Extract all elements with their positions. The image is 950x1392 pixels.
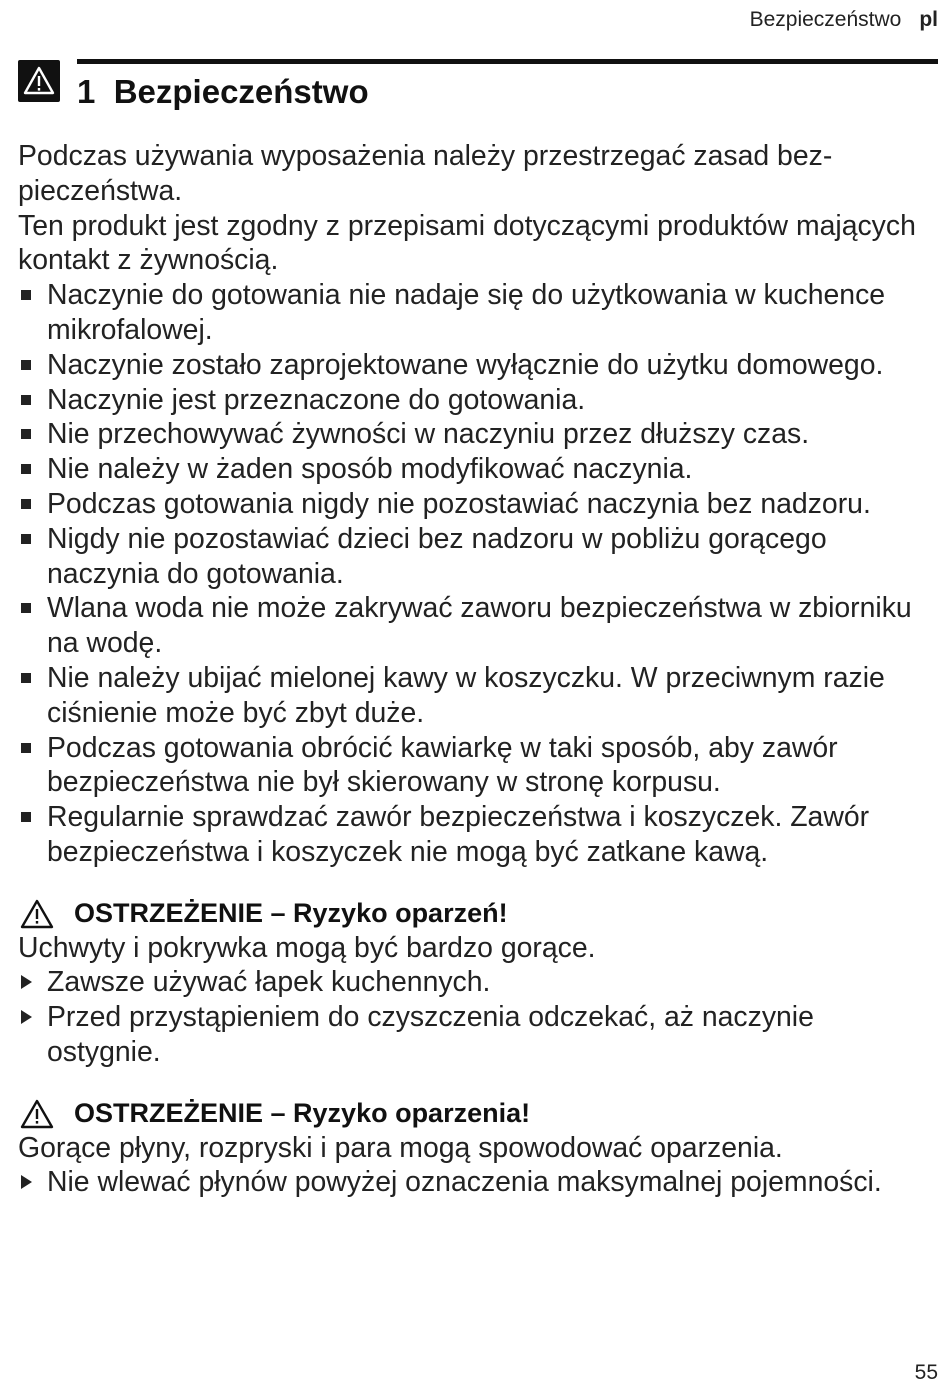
chapter-number: 1 [77,73,96,110]
warning-text: Uchwyty i pokrywka mogą być bardzo gorące. [18,931,596,964]
warning-actions [18,1165,930,1200]
warning-triangle-icon [18,60,60,102]
running-header-section: Bezpieczeństwo [749,8,902,31]
chapter-title: Bezpieczeństwo [113,73,369,110]
safety-list-item: Nie należy ubijać mielonej kawy w koszyczku. W przeciwnym razie ciśnienie może być zbyt duże. [18,661,930,731]
warning-action-item: Zawsze używać łapek kuchennych. [18,965,930,1000]
intro-paragraph: Ten produkt jest zgodny z przepisami dotyczącymi produktów mających kontakt z żywnością. [18,209,916,277]
warning-action-item: Przed przystąpieniem do czyszczenia odczekać, aż naczynie ostygnie. [18,1000,930,1070]
warning-action-item: Nie wlewać płynów powyżej oznaczenia maksymalnej pojemności. [18,1165,930,1200]
intro-paragraph: Podczas używania wyposażenia należy przestrzegać zasad bezpieczeństwa. [18,140,833,207]
main-content [18,139,930,1200]
safety-list-item: Podczas gotowania nigdy nie pozostawiać naczynia bez nadzoru. [18,487,930,522]
safety-list-item: Nie przechowywać żywności w naczyniu przez dłuższy czas. [18,417,930,452]
warning-triangle-icon [20,899,54,929]
warning-actions [18,965,930,1069]
warning-text: Gorące płyny, rozpryski i para mogą spowodować oparzenia. [18,1131,783,1164]
safety-list-item: Nigdy nie pozostawiać dzieci bez nadzoru w pobliżu gorącego naczynia do gotowania. [18,522,930,592]
running-header [750,8,938,32]
safety-list-item: Naczynie do gotowania nie nadaje się do użytkowania w kuchence mikrofalowej. [18,278,930,348]
language-code: pl [919,8,938,31]
safety-list-item: Wlana woda nie może zakrywać zaworu bezpieczeństwa w zbiorniku na wodę. [18,591,930,661]
warning-heading [18,1096,930,1131]
warning-heading [18,896,930,931]
safety-list-item: Regularnie sprawdzać zawór bezpieczeństwa i koszyczek. Zawór bezpieczeństwa i koszyczek nie mogą być zatkane kawą. [18,800,930,870]
safety-list-item: Naczynie jest przeznaczone do gotowania. [18,383,930,418]
page-number: 55 [914,1361,938,1384]
warning-triangle-icon [20,1099,54,1129]
warning-block-scald [18,1096,930,1200]
safety-list-item: Podczas gotowania obrócić kawiarkę w taki sposób, aby zawór bezpieczeństwa nie był skierowany w stronę korpusu. [18,731,930,801]
warning-heading-text: OSTRZEŻENIE – Ryzyko oparzeń! [74,897,508,928]
chapter-rule [77,59,938,64]
warning-heading-text: OSTRZEŻENIE – Ryzyko oparzenia! [74,1097,531,1128]
safety-list-item: Naczynie zostało zaprojektowane wyłącznie do użytku domowego. [18,348,930,383]
chapter-heading [77,72,369,112]
warning-block-burns [18,896,930,1070]
safety-list [18,278,930,870]
safety-list-item: Nie należy w żaden sposób modyfikować naczynia. [18,452,930,487]
